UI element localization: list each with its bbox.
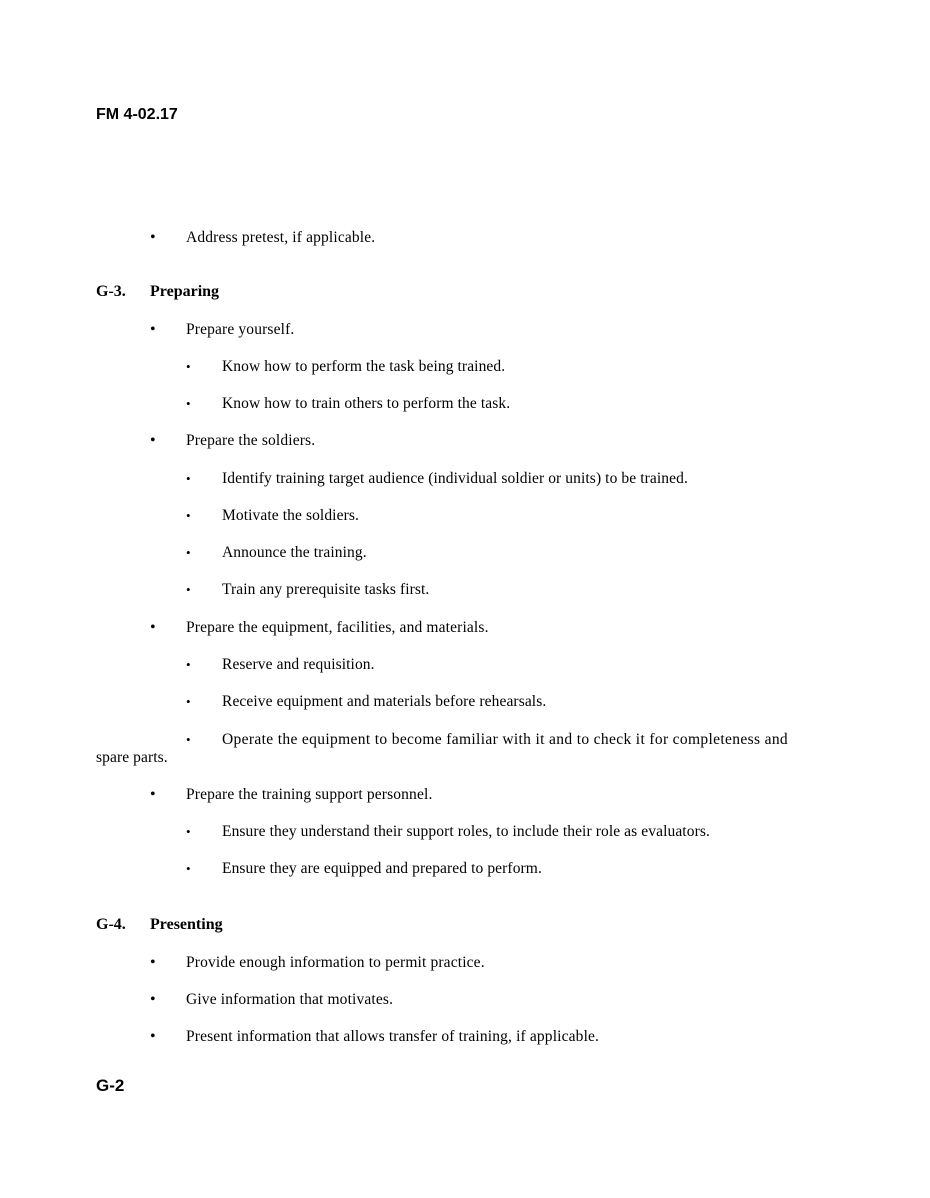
page-header: FM 4-02.17 <box>96 106 178 123</box>
list-item: Address pretest, if applicable. <box>186 229 376 246</box>
sub-list-item: Receive equipment and materials before rehearsals. <box>222 693 547 710</box>
bullet-icon: • <box>150 991 156 1008</box>
sub-list-item: Know how to train others to perform the task. <box>222 395 511 412</box>
list-item: Provide enough information to permit practice. <box>186 954 485 971</box>
continuation-text: spare parts. <box>96 749 168 766</box>
bullet-icon: • <box>150 786 156 803</box>
section-title: Presenting <box>150 916 223 933</box>
list-item: Prepare the soldiers. <box>186 432 316 449</box>
sub-bullet-icon: • <box>186 582 191 597</box>
sub-list-item: Know how to perform the task being trained. <box>222 358 506 375</box>
page-number: G-2 <box>96 1076 125 1095</box>
sub-bullet-icon: • <box>186 545 191 560</box>
list-item: Prepare the training support personnel. <box>186 786 433 803</box>
sub-bullet-icon: • <box>186 694 191 709</box>
sub-list-item: Operate the equipment to become familiar with it and to check it for completeness and <box>222 731 789 748</box>
sub-list-item: Identify training target audience (individual soldier or units) to be trained. <box>222 470 688 487</box>
bullet-icon: • <box>150 1028 156 1045</box>
section-number: G-3. <box>96 283 126 300</box>
list-item: Prepare yourself. <box>186 321 295 338</box>
sub-bullet-icon: • <box>186 861 191 876</box>
sub-list-item: Announce the training. <box>222 544 367 561</box>
section-title: Preparing <box>150 283 220 300</box>
sub-bullet-icon: • <box>186 824 191 839</box>
bullet-icon: • <box>150 619 156 636</box>
list-item: Give information that motivates. <box>186 991 394 1008</box>
sub-list-item: Motivate the soldiers. <box>222 507 359 524</box>
list-item: Present information that allows transfer of training, if applicable. <box>186 1028 600 1045</box>
bullet-icon: • <box>150 432 156 449</box>
sub-bullet-icon: • <box>186 508 191 523</box>
sub-list-item: Train any prerequisite tasks first. <box>222 581 430 598</box>
sub-bullet-icon: • <box>186 657 191 672</box>
sub-bullet-icon: • <box>186 732 191 747</box>
bullet-icon: • <box>150 954 156 971</box>
sub-list-item: Reserve and requisition. <box>222 656 375 673</box>
sub-bullet-icon: • <box>186 359 191 374</box>
sub-bullet-icon: • <box>186 396 191 411</box>
sub-bullet-icon: • <box>186 471 191 486</box>
bullet-icon: • <box>150 321 156 338</box>
sub-list-item: Ensure they understand their support roles, to include their role as evaluators. <box>222 823 710 840</box>
list-item: Prepare the equipment, facilities, and materials. <box>186 619 489 636</box>
bullet-icon: • <box>150 229 156 246</box>
sub-list-item: Ensure they are equipped and prepared to perform. <box>222 860 542 877</box>
section-number: G-4. <box>96 916 126 933</box>
